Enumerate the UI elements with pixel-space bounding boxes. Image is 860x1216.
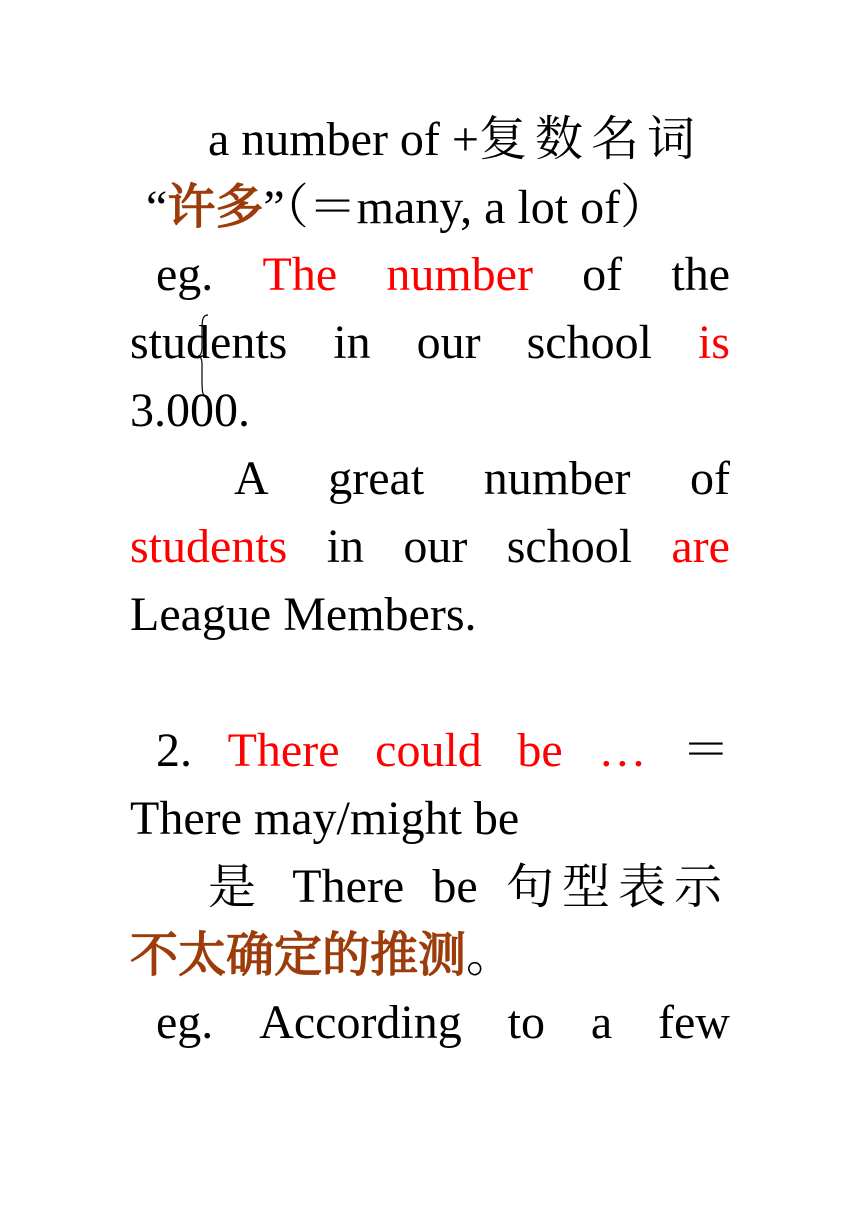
word-of: of: [582, 248, 623, 301]
word-are: are: [671, 520, 730, 573]
word-school: school: [526, 316, 652, 369]
eg-label-2: eg.: [156, 996, 214, 1049]
equals-sign: ＝: [681, 724, 730, 777]
meaning-many-cn: 许多: [167, 179, 264, 235]
word-be: be: [517, 724, 563, 777]
value-3000: 3.000.: [130, 384, 250, 437]
word-in: in: [333, 316, 371, 369]
word-be-2: be: [432, 860, 478, 913]
word-our: our: [416, 316, 481, 369]
line-example-2: [234, 445, 730, 513]
word-number: number: [386, 248, 533, 301]
plural-noun-label: 复数名词: [478, 111, 703, 167]
ellipsis: …: [598, 724, 647, 777]
word-is: is: [697, 316, 730, 369]
open-quote: “: [146, 181, 168, 234]
word-school-2: school: [506, 520, 633, 573]
word-students-2: students: [130, 520, 288, 573]
word-there: There: [227, 724, 340, 777]
phrase-a-number-of: a number of +: [208, 113, 479, 166]
there-may-might-text: There may/might be: [130, 792, 520, 845]
pattern-expresses: 句型表示: [505, 859, 730, 915]
league-members-text: League Members.: [130, 588, 477, 641]
cn-period: 。: [466, 927, 523, 983]
meaning-equivalent: ”（＝many, a lot of）: [263, 181, 669, 234]
word-according: According: [259, 996, 462, 1049]
line-number-value: [130, 377, 730, 445]
word-the-2: the: [671, 248, 730, 301]
line-example-2-cont: [130, 513, 730, 581]
word-shi: 是: [208, 859, 265, 915]
word-a-2: a: [590, 996, 613, 1049]
line-explanation: [208, 853, 730, 921]
word-number-2: number: [483, 452, 631, 505]
line-example-1-cont: [130, 309, 730, 377]
line-uncertain-guess: [130, 921, 730, 990]
word-to: to: [507, 996, 545, 1049]
uncertain-guess-cn: 不太确定的推测: [130, 927, 467, 983]
word-the: The: [262, 248, 338, 301]
line-point-2: [156, 717, 730, 785]
line-a-number-of: [208, 105, 730, 174]
word-great: great: [328, 452, 425, 505]
line-there-may-might: [130, 785, 730, 853]
word-a: A: [234, 452, 269, 505]
line-example-3: [156, 989, 730, 1057]
word-there-2: There: [292, 860, 405, 913]
word-of-2: of: [690, 452, 730, 505]
word-our-2: our: [403, 520, 468, 573]
point-number: 2.: [156, 724, 192, 777]
word-in-2: in: [326, 520, 365, 573]
line-league-members: [130, 581, 730, 649]
line-meaning-many: [146, 173, 736, 242]
word-few: few: [658, 996, 730, 1049]
word-students: students: [130, 316, 288, 369]
line-example-1: [156, 241, 730, 309]
eg-label: eg.: [156, 248, 214, 301]
word-could: could: [375, 724, 482, 777]
